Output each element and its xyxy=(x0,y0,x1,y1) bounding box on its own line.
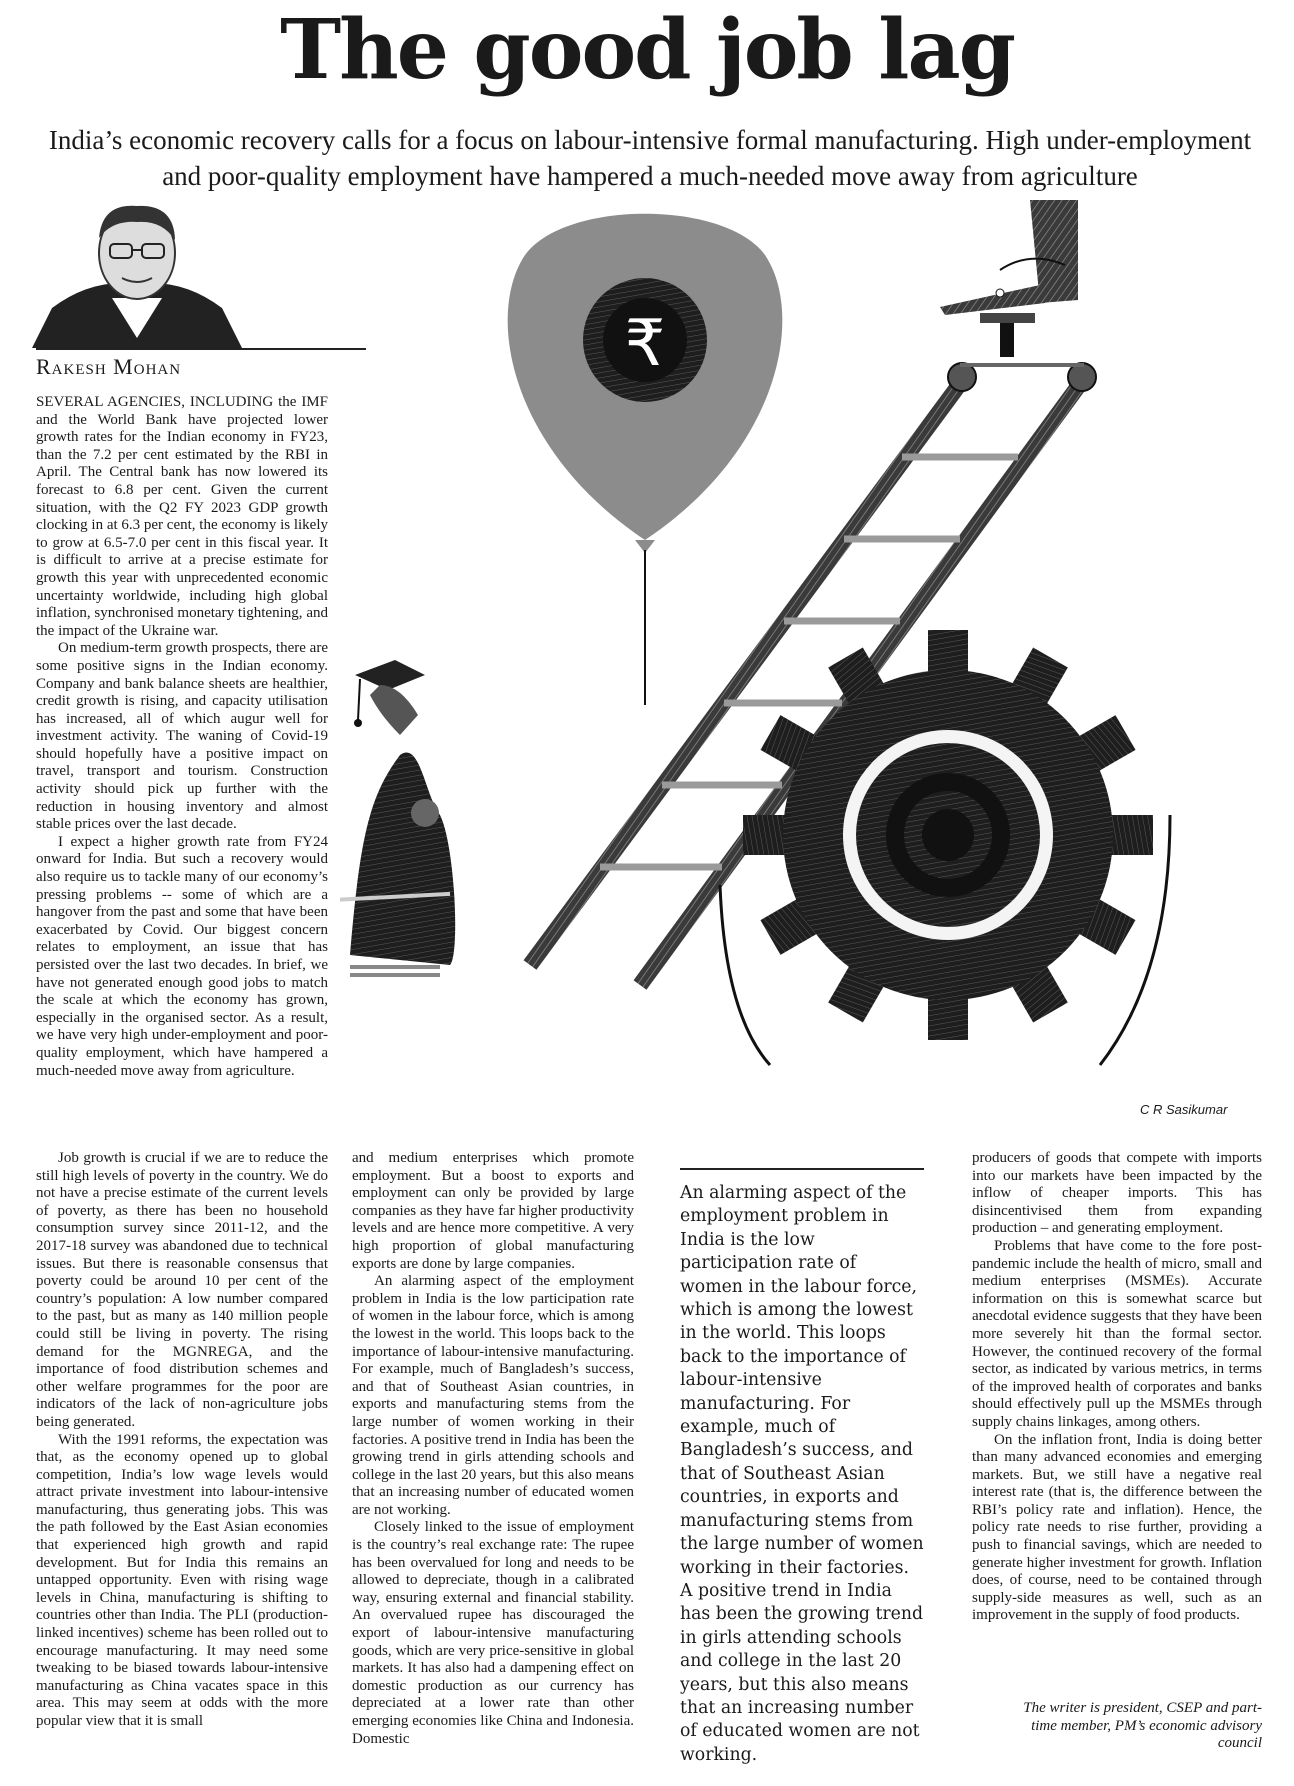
paragraph: On medium-term growth prospects, there are some positive signs in the Indian economy. Company and bank balance sheets are healthier, credit growth is rising, and capacity utilisation has increased, all of which augur well for investment activity. The waning of Covid-19 should hopefully have a positive impact on travel, transport and tourism. Construction activity should pick up further with the reduction in housing inventory and almost stable prices over the last decade. xyxy=(36,640,328,833)
pull-quote: An alarming aspect of the employment problem in India is the low participation rate of women in the labour force, which is among the lowest in the world. This loops back to the importance of labour-intensive manufacturing. For example, much of Bangladesh’s success, and that of Southeast Asian countries, in exports and manufacturing stems from the large number of women working in their factories. A positive trend in India has been the growing trend in girls attending schools and college in the last 20 years, but this also means that an increasing number of educated women are not working. xyxy=(680,1168,924,1767)
column-1-lower xyxy=(36,1150,328,1731)
paragraph: Closely linked to the issue of employment is the country’s real exchange rate: The rupee has been overvalued for long and needs to be allowed to depreciate, though in a calibrated way, ensuring external and financial stability. An overvalued rupee has discouraged the export of labour-intensive manufacturing goods, which are very price-sensitive in global markets. It has also had a dampening effect on domestic production as our currency has depreciated at a lower rate than other emerging economies like China and Indonesia. Domestic xyxy=(352,1519,634,1747)
paragraph: producers of goods that compete with imports into our markets have been impacted by the inflow of cheaper imports. This has disincentivised them from expanding production – and generating employment. xyxy=(972,1150,1262,1237)
paragraph: Problems that have come to the fore post-pandemic include the health of micro, small and medium enterprises (MSMEs). Accurate information on this is somewhat scarce but anecdotal evidence suggests that they have been more severely hit than the formal sector. However, the continued recovery of the formal sector, as indicated by various metrics, in terms of the improved health of corporates and banks should effectively pull up the MSMEs through supply chains linkages, among others. xyxy=(972,1237,1262,1430)
paragraph: SEVERAL AGENCIES, INCLUDING the IMF and the World Bank have projected lower growth rates for the Indian economy in FY23, than the 7.2 per cent estimated by the RBI in April. The Central bank has now lowered its forecast to 6.8 per cent. Given the current situation, with the Q2 FY 2023 GDP growth clocking in at 6.3 per cent, the economy is likely to grow at 6.5-7.0 per cent in this fiscal year. It is difficult to arrive at a precise estimate for growth this year with unprecedented economic uncertainty worldwide, including high global inflation, synchronised monetary tightening, and the impact of the Ukraine war. xyxy=(36,394,329,639)
column-2 xyxy=(352,1150,634,1748)
author-bio: The writer is president, CSEP and part-time member, PM’s economic advisory council xyxy=(1023,1700,1262,1752)
paragraph: On the inflation front, India is doing better than many advanced economies and emerging markets. But, we still have a negative real interest rate (that is, the difference between the RBI’s policy rate and inflation). Hence, the policy rate needs to rise further, providing a push to financial savings, which are needed to generate higher investment for growth. Inflation does, of course, need to be contained through supply-side measures as well, such as an improvement in the supply of food products. xyxy=(972,1431,1262,1624)
deck: India’s economic recovery calls for a focus on labour-intensive formal manufacturing. High under-employment and poor-quality employment have hampered a much-needed move away from agriculture xyxy=(48,125,1252,191)
illustration xyxy=(340,195,1280,1095)
paragraph: Job growth is crucial if we are to reduce the still high levels of poverty in the country. We do not have a precise estimate of the current levels of poverty, as there has been no household consumption survey since 2011-12, and the 2017-18 survey was abandoned due to technical issues. But there is reasonable consensus that poverty could be around 10 per cent of the country’s population: A low number compared to the past, but as many as 140 million people could still be living in poverty. The rising demand for the MGNREGA, and the importance of food distribution schemes and other welfare programmes for the poor are indicators of the lack of non-agriculture jobs being generated. xyxy=(36,1150,328,1430)
column-1-upper xyxy=(36,394,328,1080)
column-4 xyxy=(972,1150,1262,1625)
paragraph: With the 1991 reforms, the expectation was that, as the economy opened up to global competition, India’s low wage levels would attract private investment into labour-intensive manufacturing, thus generating jobs. This was the path followed by the East Asian economies that experienced high growth and rapid development. But for India this remains an untapped opportunity. Even with rising wage levels in China, manufacturing is shifting to countries other than India. The PLI (production-linked incentives) scheme has been rolled out to encourage manufacturing. It may need some tweaking to be biased towards labour-intensive manufacturing as China vacates space in this area. This may seem at odds with the more popular view that it is small xyxy=(36,1431,328,1729)
paragraph: An alarming aspect of the employment problem in India is the low participation rate of women in the labour force, which is among the lowest in the world. This loops back to the importance of labour-intensive manufacturing. For example, much of Bangladesh’s success, and that of Southeast Asian countries, in exports and manufacturing stems from the large number of women working in their factories. A positive trend in India has been the growing trend in girls attending schools and college in the last 20 years, but this also means that an increasing number of educated women are not working. xyxy=(352,1273,635,1518)
paragraph: I expect a higher growth rate from FY24 onward for India. But such a recovery would also require us to tackle many of our economy’s pressing problems -- some of which are a hangover from the past and some that have been exacerbated by Covid. Our biggest concern relates to employment, an issue that has persisted over the last two decades. In brief, we have not generated enough good jobs to match the scale at which the economy has grown, especially in the organised sector. As a result, we have very high under-employment and poor-quality employment, which have hampered a much-needed move away from agriculture. xyxy=(36,833,328,1079)
paragraph: and medium enterprises which promote employment. But a boost to exports and employment can only be provided by large companies as they have far higher productivity levels and are hence more competitive. A very high proportion of global manufacturing exports are done by large companies. xyxy=(352,1150,634,1272)
author-byline: Rakesh Mohan xyxy=(36,348,366,380)
rupee-symbol: ₹ xyxy=(624,307,666,381)
headline: The good job lag xyxy=(280,2,1014,98)
author-portrait xyxy=(32,198,242,348)
illustration-credit: C R Sasikumar xyxy=(1140,1102,1228,1117)
